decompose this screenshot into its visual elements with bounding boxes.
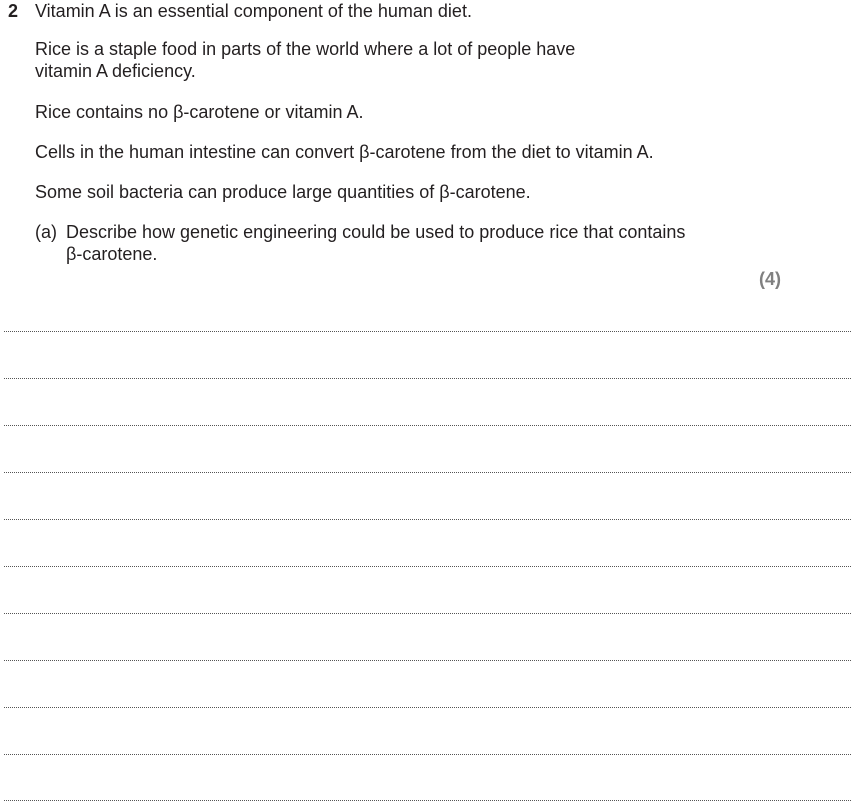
part-a-line-2: β-carotene. <box>66 244 158 264</box>
answer-line[interactable] <box>4 613 851 614</box>
question-paragraph-4: Some soil bacteria can produce large quantities of β-carotene. <box>35 182 531 202</box>
answer-line[interactable] <box>4 472 851 473</box>
paragraph-1-line-1: Rice is a staple food in parts of the world where a lot of people have <box>35 39 576 59</box>
question-paragraph-1 <box>35 38 575 82</box>
paragraph-1-line-2: vitamin A deficiency. <box>35 61 196 81</box>
answer-line[interactable] <box>4 425 851 426</box>
answer-line[interactable] <box>4 754 851 755</box>
answer-line[interactable] <box>4 660 851 661</box>
question-paragraph-2: Rice contains no β-carotene or vitamin A. <box>35 102 364 122</box>
question-paragraph-3: Cells in the human intestine can convert β-carotene from the diet to vitamin A. <box>35 142 654 162</box>
part-a-prompt <box>66 221 685 265</box>
question-number: 2 <box>8 1 19 21</box>
part-a-line-1: Describe how genetic engineering could be used to produce rice that contains <box>66 222 686 242</box>
answer-line[interactable] <box>4 378 851 379</box>
answer-line[interactable] <box>4 331 851 332</box>
part-a-label: (a) <box>35 222 57 242</box>
answer-line[interactable] <box>4 800 851 801</box>
question-intro: Vitamin A is an essential component of the human diet. <box>35 1 472 21</box>
answer-line[interactable] <box>4 519 851 520</box>
answer-line[interactable] <box>4 566 851 567</box>
answer-line[interactable] <box>4 707 851 708</box>
marks-indicator: (4) <box>759 269 781 289</box>
